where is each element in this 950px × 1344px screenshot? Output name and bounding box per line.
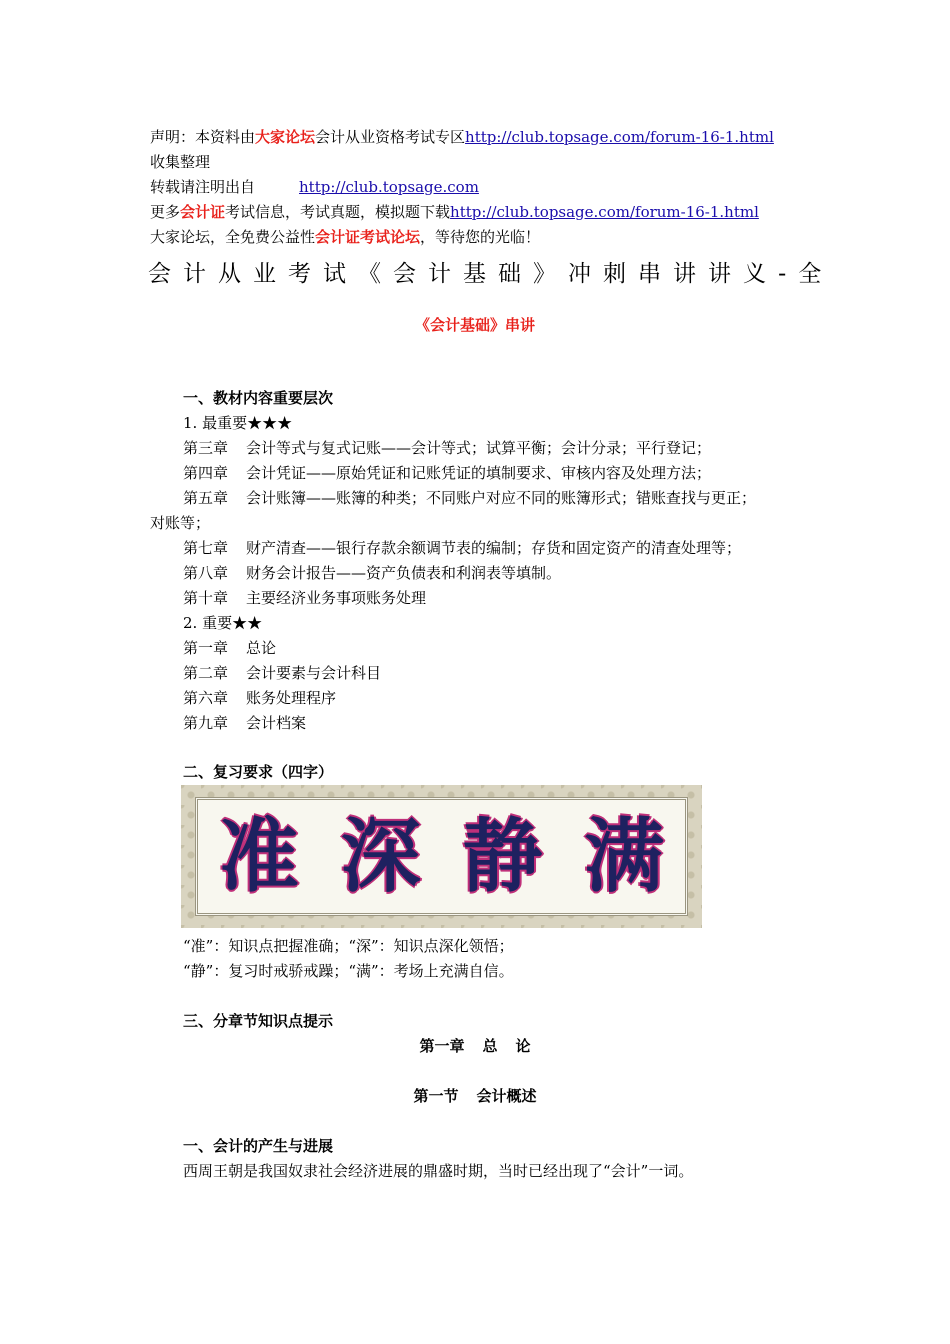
chapter-text: 总论 xyxy=(246,639,277,657)
chapter-label: 第五章 xyxy=(183,489,229,507)
section-subheading-name: 会计概述 xyxy=(476,1087,537,1105)
section-heading: 三、分章节知识点提示 xyxy=(183,1012,334,1030)
notice-text: ，等待您的光临！ xyxy=(420,228,541,246)
document-title: 会计从业考试《会计基础》冲刺串讲讲义-全 xyxy=(148,261,834,287)
level-heading: 1. 最重要★★★ xyxy=(183,414,293,432)
chapter-label: 第一章 xyxy=(183,639,229,657)
notice-line-4 xyxy=(150,202,759,222)
forum-link[interactable]: http://club.topsage.com/forum-16-1.html xyxy=(450,203,759,221)
chapter-label: 第十章 xyxy=(183,589,229,607)
section-subheading xyxy=(0,1086,950,1106)
chapter-heading xyxy=(0,1036,950,1056)
notice-text: 转载请注明出自 xyxy=(150,178,256,196)
chapter-item xyxy=(183,463,711,483)
banner-char: 满 xyxy=(584,809,665,903)
chapter-label: 第六章 xyxy=(183,689,229,707)
chapter-item xyxy=(183,563,561,583)
notice-highlight: 会计证 xyxy=(180,203,226,221)
chapter-label: 第九章 xyxy=(183,714,229,732)
banner-frame xyxy=(195,797,688,916)
section-heading: 二、复习要求（四字） xyxy=(183,763,334,781)
chapter-item xyxy=(183,538,741,558)
notice-text: 考试信息，考试真题，模拟题下载 xyxy=(225,203,451,221)
chapter-text: 会计凭证——原始凭证和记账凭证的填制要求、审核内容及处理方法； xyxy=(246,464,712,482)
chapter-text: 会计等式与复式记账——会计等式；试算平衡；会计分录；平行登记； xyxy=(246,439,712,457)
section-subheading-label: 第一节 xyxy=(413,1087,459,1105)
chapter-heading-name: 论 xyxy=(515,1037,531,1055)
chapter-label: 第三章 xyxy=(183,439,229,457)
chapter-continuation: 对账等； xyxy=(150,514,211,532)
chapter-label: 第八章 xyxy=(183,564,229,582)
chapter-text: 主要经济业务事项账务处理 xyxy=(246,589,427,607)
notice-line-5 xyxy=(150,227,540,247)
chapter-item xyxy=(183,438,711,458)
chapter-text: 财产清查——银行存款余额调节表的编制；存货和固定资产的清查处理等； xyxy=(246,539,742,557)
document-subtitle: 《会计基础》串讲 xyxy=(414,316,535,334)
topic-heading: 一、会计的产生与进展 xyxy=(183,1137,334,1155)
notice-highlight: 会计证考试论坛 xyxy=(315,228,421,246)
chapter-text: 会计档案 xyxy=(246,714,307,732)
chapter-text: 账务处理程序 xyxy=(246,689,337,707)
notice-line-3 xyxy=(150,177,479,197)
chapter-label: 第七章 xyxy=(183,539,229,557)
notice-text: 会计从业资格考试专区 xyxy=(315,128,466,146)
notice-line-1 xyxy=(150,127,774,147)
level-heading: 2. 重要★★ xyxy=(183,614,263,632)
chapter-label: 第二章 xyxy=(183,664,229,682)
chapter-text: 会计要素与会计科目 xyxy=(246,664,382,682)
body-paragraph: 西周王朝是我国奴隶社会经济进展的鼎盛时期，当时已经出现了“会计”一词。 xyxy=(183,1162,694,1180)
review-banner-image xyxy=(181,785,702,928)
chapter-text: 财务会计报告——资产负债表和利润表等填制。 xyxy=(246,564,562,582)
notice-text: 大家论坛，全免费公益性 xyxy=(150,228,316,246)
chapter-item xyxy=(183,713,306,733)
banner-char: 深 xyxy=(340,809,421,903)
club-link[interactable]: http://club.topsage.com xyxy=(299,178,479,196)
chapter-heading-label: 第一章 xyxy=(419,1037,465,1055)
chapter-item xyxy=(183,688,336,708)
banner-char: 静 xyxy=(462,809,543,903)
chapter-text: 会计账簿——账簿的种类；不同账户对应不同的账簿形式；错账查找与更正； xyxy=(246,489,757,507)
chapter-item xyxy=(183,588,426,608)
notice-text: 更多 xyxy=(150,203,181,221)
explain-line: “准”：知识点把握准确；“深”：知识点深化领悟； xyxy=(183,937,514,955)
notice-line-2: 收集整理 xyxy=(150,153,211,171)
section-heading: 一、教材内容重要层次 xyxy=(183,389,334,407)
forum-link[interactable]: http://club.topsage.com/forum-16-1.html xyxy=(465,128,774,146)
chapter-label: 第四章 xyxy=(183,464,229,482)
notice-text: 声明：本资料由 xyxy=(150,128,256,146)
explain-line: “静”：复习时戒骄戒躁；“满”：考场上充满自信。 xyxy=(183,962,514,980)
banner-char: 准 xyxy=(218,809,299,903)
chapter-heading-name: 总 xyxy=(482,1037,498,1055)
chapter-item xyxy=(183,663,381,683)
notice-highlight: 大家论坛 xyxy=(255,128,316,146)
chapter-item xyxy=(183,638,276,658)
chapter-item xyxy=(183,488,756,508)
